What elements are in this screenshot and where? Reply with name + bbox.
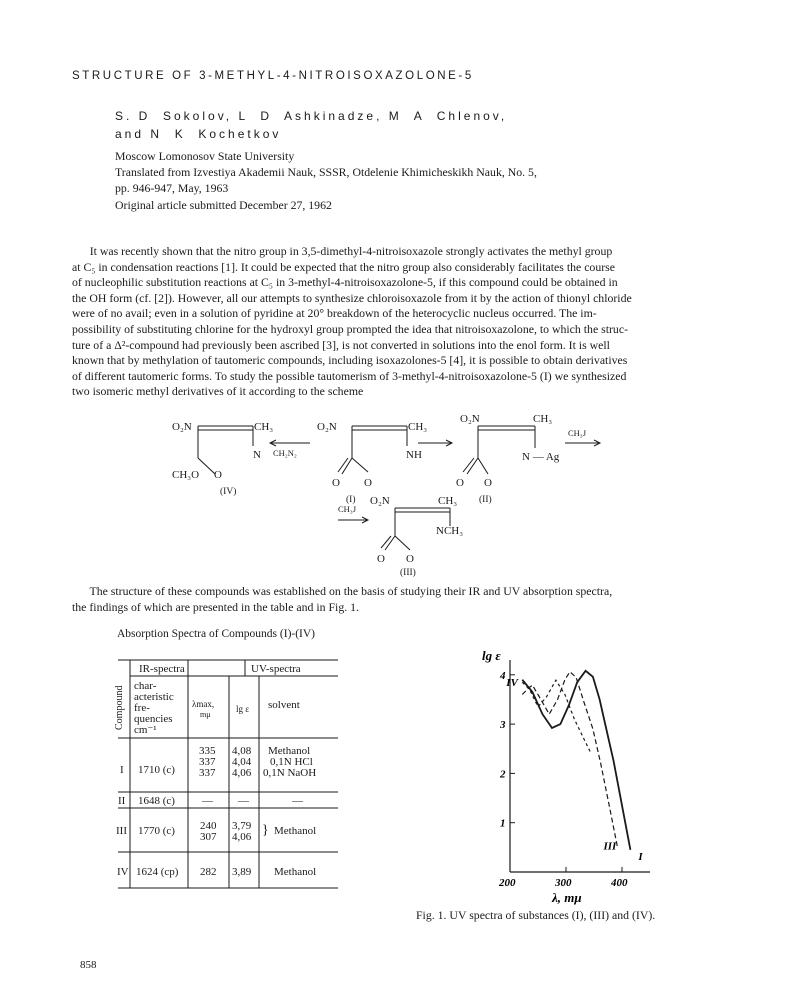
iii-methyl: CH₃	[438, 495, 458, 507]
iv-methoxy: CH₃O	[172, 469, 200, 481]
iv-o: O	[214, 469, 222, 481]
x-tick-label: 400	[611, 877, 628, 889]
y-axis-label: lg ε	[482, 648, 501, 663]
body-line: the OH form (cf. [2]). However, all our attempts to synthesize chloroisoxazole from it by the action of thionyl chloride	[72, 290, 632, 305]
i-carbonyl-o: O	[332, 477, 340, 489]
reagent-diazomethane: CH₂N₂	[273, 448, 297, 458]
y-tick-label: 1	[500, 817, 506, 830]
table-header-solvent: solvent	[268, 699, 300, 711]
figure-caption: Fig. 1. UV spectra of substances (I), (III) and (IV).	[416, 908, 656, 922]
table-cell-ir: 1770 (c)	[138, 825, 175, 837]
y-tick-label: 3	[500, 719, 506, 732]
table-cell-lambda: 337	[199, 767, 216, 779]
body-paragraph	[72, 244, 712, 400]
body-line: were of no avail; even in a solution of pyridine at 20° breakdown of the heterocyclic nucleus occurred. The im-	[72, 306, 597, 321]
series-line-iii	[522, 672, 617, 848]
series-line-i	[522, 671, 630, 853]
body-line: ture of a Δ²-compound had previously been ascribed [3], is not converted in solutions into the enol form. It is well	[72, 337, 610, 352]
body-line: two isomeric methyl derivatives of it according to the scheme	[72, 384, 364, 399]
table-header-lambda: λmax,	[192, 699, 215, 709]
table-header-lg: lg ε	[236, 704, 250, 714]
ii-methyl: CH₃	[533, 413, 553, 425]
table-cell-solvent: 0,1N NaOH	[263, 767, 317, 779]
authors-line-2: and N K Kochetkov	[115, 127, 282, 141]
table-cell-ir: 1710 (c)	[138, 764, 175, 776]
iv-n: N	[253, 449, 261, 461]
table-cell-lg: 3,79	[232, 820, 252, 832]
table-cell-lambda: 337	[199, 756, 216, 768]
reagent-methyl-iodide-1: CH₃J	[568, 428, 587, 438]
y-tick-label: 4	[500, 669, 506, 682]
authors-line-1: S. D Sokolov, L D Ashkinadze, M A Chlenov,	[115, 109, 508, 123]
table-cell-compound: IV	[117, 866, 129, 878]
affiliation-line: Moscow Lomonosov State University	[115, 149, 295, 163]
submitted-line: Original article submitted December 27, 1962	[115, 197, 332, 212]
table-cell-lg: 4,06	[232, 767, 252, 779]
absorption-table	[112, 656, 342, 896]
iii-nitro: O₂N	[370, 495, 390, 507]
body-line: the findings of which are presented in the table and in Fig. 1.	[72, 599, 359, 614]
table-header-ir-line: fre-	[134, 702, 150, 714]
x-axis-label: λ, mμ	[552, 890, 582, 905]
table-header-uv: UV-spectra	[251, 663, 301, 675]
i-methyl: CH₃	[408, 421, 428, 433]
table-cell-lg: 4,06	[232, 831, 252, 843]
body-line: It was recently shown that the nitro group in 3,5-dimethyl-4-nitroisoxazole strongly activates the methyl group	[72, 244, 613, 258]
table-header-ir-line: char-	[134, 680, 157, 692]
table-cell-lg: 3,89	[232, 866, 252, 878]
iii-carbonyl-o: O	[377, 553, 385, 565]
source-line: Translated from Izvestiya Akademii Nauk, SSSR, Otdelenie Khimicheskikh Nauk, No. 5,	[115, 165, 537, 180]
page-number: 858	[80, 959, 97, 971]
table-cell-lg: 4,08	[232, 745, 252, 757]
iii-nch3: NCH₃	[436, 525, 464, 537]
body-line: of different tautomeric forms. To study the possible tautomerism of 3-methyl-4-nitroisoxazolone-5 (I) we synthesized	[72, 368, 627, 383]
series-label-i: I	[638, 850, 643, 863]
reagent-methyl-iodide-2: CH₃J	[338, 504, 357, 514]
y-tick-label: 2	[500, 768, 506, 781]
iv-label: (IV)	[220, 487, 237, 497]
table-cell-solvent: —	[292, 795, 303, 807]
ii-ring-o: O	[484, 477, 492, 489]
authors	[115, 107, 507, 143]
table-cell-solvent: Methanol	[268, 745, 311, 757]
pages-line: pp. 946-947, May, 1963	[115, 181, 229, 196]
table-header-ir-line: cm⁻¹	[134, 724, 157, 736]
ii-label: (II)	[479, 495, 492, 505]
table-cell-ir: 1624 (cp)	[136, 866, 179, 878]
series-label-iii: III	[603, 840, 617, 853]
table-header-compound: Compound	[114, 685, 125, 730]
body-line: at C₅ in condensation reactions [1]. It could be expected that the nitro group also considerably facilitates the course	[72, 259, 615, 274]
ii-nitro: O₂N	[460, 413, 480, 425]
table-cell-lambda: 282	[200, 866, 217, 878]
ii-carbonyl-o: O	[456, 477, 464, 489]
x-tick-label: 300	[555, 877, 572, 889]
series-label-iv: IV	[506, 677, 518, 690]
body-line: of nucleophilic substitution reactions at C₅ in 3-methyl-4-nitroisoxazolone-5, if this compound could be obtained in	[72, 275, 618, 290]
body-line: The structure of these compounds was established on the basis of studying their IR and UV absorption spectra,	[72, 584, 613, 598]
table-cell-solvent: Methanol	[274, 825, 317, 837]
table-cell-compound: III	[116, 825, 127, 837]
table-cell-ir: 1648 (c)	[138, 795, 175, 807]
table-caption: Absorption Spectra of Compounds (I)-(IV)	[117, 628, 316, 640]
iv-nitro: O₂N	[172, 421, 192, 433]
body-line: known that by methylation of tautomeric compounds, including isoxazolones-5 [4], it is possible to obtain derivatives	[72, 353, 628, 368]
i-nh: NH	[406, 449, 422, 461]
table-cell-solvent: Methanol	[274, 866, 317, 878]
table-cell-lambda: 240	[200, 820, 217, 832]
table-brace: }	[262, 823, 269, 838]
table-header-ir-line: acteristic	[134, 691, 174, 703]
table-cell-lambda: 335	[199, 745, 216, 757]
table-header-ir-line: quencies	[134, 713, 173, 725]
body-line: possibility of substituting chlorine for the hydroxyl group prompted the idea that nitroisoxazolone, to which the struc-	[72, 321, 628, 336]
table-header-ir: IR-spectra	[139, 663, 185, 675]
table-cell-lambda: —	[202, 795, 213, 807]
iii-label: (III)	[400, 568, 416, 578]
table-cell-solvent: 0,1N HCl	[270, 756, 313, 768]
table-header-lambda-unit: mμ	[200, 710, 211, 719]
i-ring-o: O	[364, 477, 372, 489]
uv-spectra-chart	[460, 640, 660, 905]
table-cell-lg: 4,04	[232, 756, 252, 768]
reaction-scheme	[160, 408, 630, 578]
article-title: STRUCTURE OF 3-METHYL-4-NITROISOXAZOLONE-5	[72, 70, 474, 82]
ii-n-ag: N — Ag	[522, 451, 560, 463]
i-label: (I)	[346, 495, 356, 505]
table-cell-compound: I	[120, 764, 124, 776]
structure-paragraph	[72, 584, 612, 615]
table-cell-lg: —	[238, 795, 249, 807]
affiliation-block	[115, 148, 537, 213]
table-cell-compound: II	[118, 795, 126, 807]
x-tick-label: 200	[499, 877, 516, 889]
table-cell-lambda: 307	[200, 831, 217, 843]
iv-methyl: CH₃	[254, 421, 274, 433]
iii-ring-o: O	[406, 553, 414, 565]
i-nitro: O₂N	[317, 421, 337, 433]
